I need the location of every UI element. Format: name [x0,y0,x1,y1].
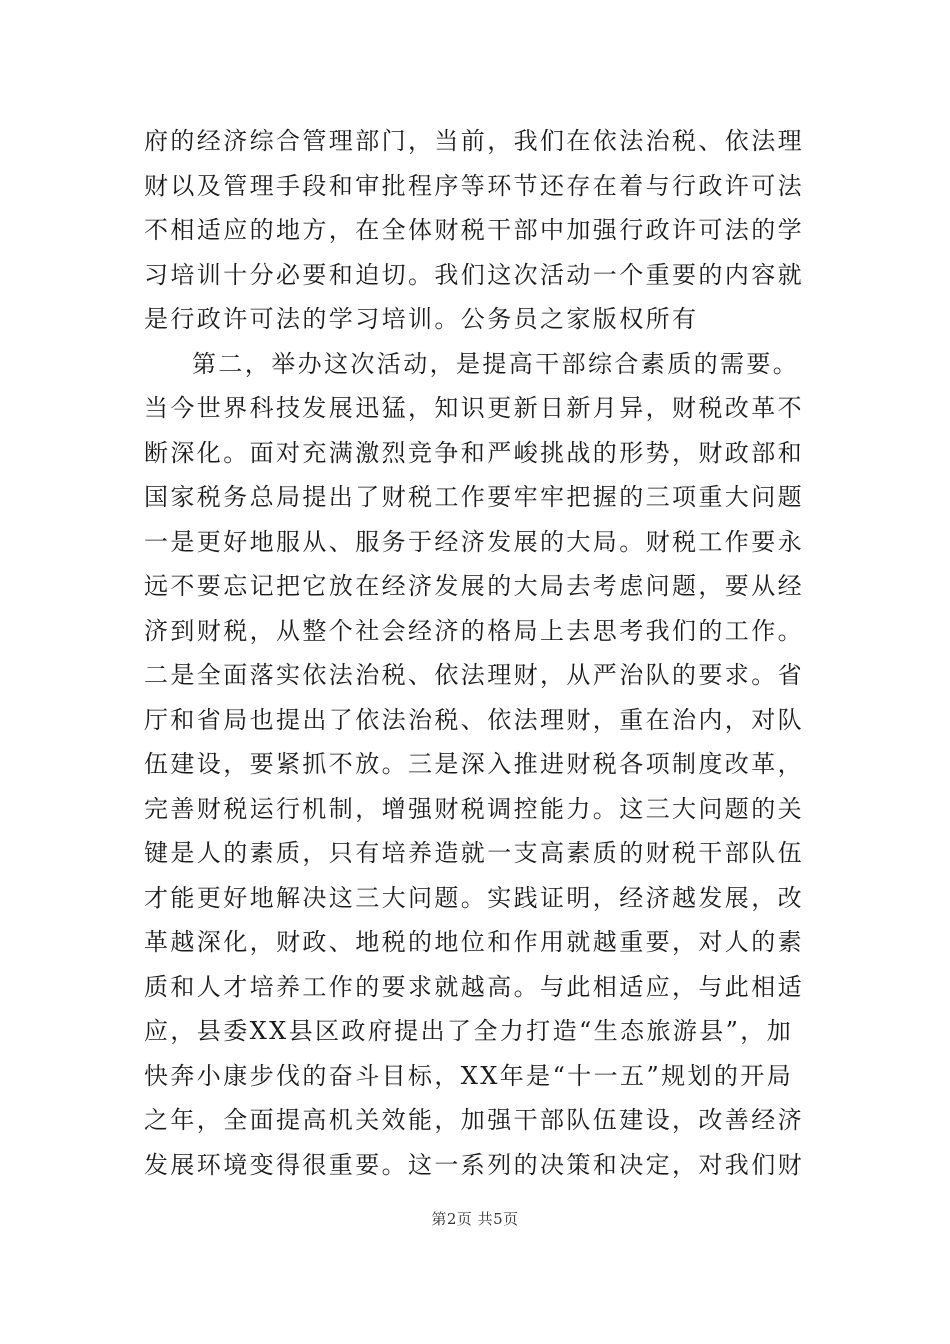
text-line: 质和人才培养工作的要求就越高。与此相适应，与此相适 [144,972,804,1001]
text-line: 财以及管理手段和审批程序等环节还存在着与行政许可法 [144,171,804,200]
text-line: 是行政许可法的学习培训。公务员之家版权所有 [144,305,699,333]
text-line: 府的经济综合管理部门，当前，我们在依法治税、依法理 [144,127,804,155]
text-line: 厅和省局也提出了依法治税、依法理财，重在治内，对队 [144,705,804,734]
text-line: 伍建设，要紧抓不放。三是深入推进财税各项制度改革， [144,750,804,778]
text-line: 之年，全面提高机关效能，加强干部队伍建设，改善经济 [144,1106,804,1134]
text-line: 不相适应的地方，在全体财税干部中加强行政许可法的学 [144,216,804,244]
paragraph-start-line: 第二，举办这次活动，是提高干部综合素质的需要。 [192,349,800,378]
text-line: 键是人的素质，只有培养造就一支高素质的财税干部队伍 [144,839,804,867]
body-text [144,119,812,1187]
text-line: 一是更好地服从、服务于经济发展的大局。财税工作要永 [144,527,804,556]
text-line: 才能更好地解决这三大问题。实践证明，经济越发展，改 [144,883,804,912]
text-line: 国家税务总局提出了财税工作要牢牢把握的三项重大问题 [144,483,804,511]
text-line: 当今世界科技发展迅猛，知识更新日新月异，财税改革不 [144,394,804,422]
text-line: 快奔小康步伐的奋斗目标，XX年是“十一五”规划的开局 [144,1061,794,1090]
text-line: 远不要忘记把它放在经济发展的大局去考虑问题，要从经 [144,572,804,600]
text-line: 应，县委XX县区政府提出了全力打造“生态旅游县”，加 [144,1017,794,1045]
text-line: 济到财税，从整个社会经济的格局上去思考我们的工作。 [144,616,804,645]
text-line: 发展环境变得很重要。这一系列的决策和决定，对我们财 [144,1150,804,1179]
text-line: 习培训十分必要和迫切。我们这次活动一个重要的内容就 [144,260,804,289]
text-line: 革越深化，财政、地税的地位和作用就越重要，对人的素 [144,928,804,956]
text-line: 完善财税运行机制，增强财税调控能力。这三大问题的关 [144,794,804,823]
text-line: 二是全面落实依法治税、依法理财，从严治队的要求。省 [144,661,804,689]
page-number-footer: 第2页 共5页 [431,1210,519,1228]
text-line: 断深化。面对充满激烈竞争和严峻挑战的形势，财政部和 [144,438,804,467]
